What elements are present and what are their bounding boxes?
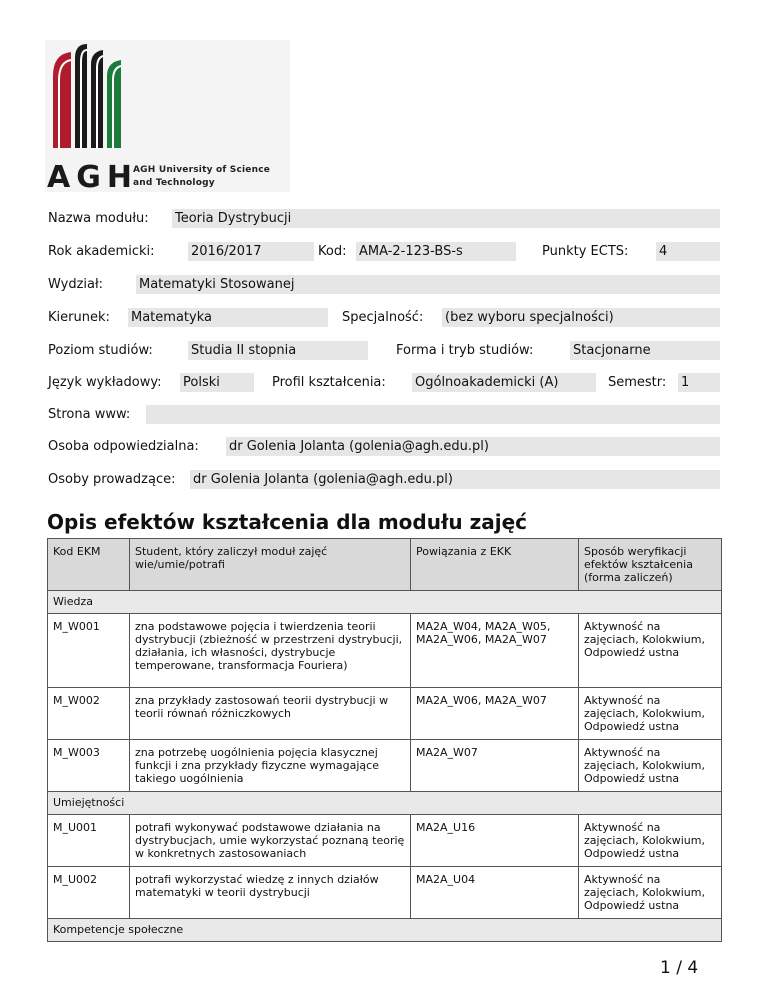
learning-outcomes-table bbox=[47, 538, 722, 942]
module-name-value: Teoria Dystrybucji bbox=[172, 209, 720, 228]
cell-code: M_W001 bbox=[48, 614, 130, 688]
table-group-row bbox=[48, 792, 722, 815]
cell-outcome: potrafi wykonywać podstawowe działania na dystrybucjach, umie wykorzystać poznaną teorię w konkretnych zastosowaniach bbox=[130, 815, 411, 867]
table-row bbox=[48, 688, 722, 740]
header-outcome: Student, który zaliczył moduł zajęć wie/umie/potrafi bbox=[130, 539, 411, 591]
field-of-study-label: Kierunek: bbox=[48, 310, 110, 325]
language-label: Język wykładowy: bbox=[48, 375, 162, 390]
language-value: Polski bbox=[180, 373, 254, 392]
responsible-person-label: Osoba odpowiedzialna: bbox=[48, 439, 199, 454]
table-row bbox=[48, 815, 722, 867]
cell-relations: MA2A_W04, MA2A_W05, MA2A_W06, MA2A_W07 bbox=[411, 614, 579, 688]
university-name-line1: AGH University of Science bbox=[133, 165, 271, 175]
study-mode-value: Stacjonarne bbox=[570, 341, 720, 360]
header-code: Kod EKM bbox=[48, 539, 130, 591]
header-relations: Powiązania z EKK bbox=[411, 539, 579, 591]
module-name-label: Nazwa modułu: bbox=[48, 211, 149, 226]
cell-code: M_W003 bbox=[48, 740, 130, 792]
cell-relations: MA2A_W06, MA2A_W07 bbox=[411, 688, 579, 740]
group-name: Wiedza bbox=[48, 591, 722, 614]
cell-outcome: zna potrzebę uogólnienia pojęcia klasycznej funkcji i zna przykłady fizyczne wymagające takiego uogólnienia bbox=[130, 740, 411, 792]
group-name: Kompetencje społeczne bbox=[48, 919, 722, 942]
faculty-label: Wydział: bbox=[48, 277, 104, 292]
section-title: Opis efektów kształcenia dla modułu zajęć bbox=[47, 510, 528, 534]
cell-verification: Aktywność na zajęciach, Kolokwium, Odpowiedź ustna bbox=[579, 815, 722, 867]
cell-code: M_U001 bbox=[48, 815, 130, 867]
table-group-row bbox=[48, 591, 722, 614]
website-label: Strona www: bbox=[48, 407, 131, 422]
field-of-study-value: Matematyka bbox=[128, 308, 328, 327]
university-name-line2: and Technology bbox=[133, 178, 215, 188]
cell-outcome: zna przykłady zastosowań teorii dystrybucji w teorii równań różniczkowych bbox=[130, 688, 411, 740]
study-level-label: Poziom studiów: bbox=[48, 343, 153, 358]
code-value: AMA-2-123-BS-s bbox=[356, 242, 516, 261]
academic-year-value: 2016/2017 bbox=[188, 242, 314, 261]
table-row bbox=[48, 614, 722, 688]
cell-relations: MA2A_U16 bbox=[411, 815, 579, 867]
profile-value: Ogólnoakademicki (A) bbox=[412, 373, 596, 392]
specialization-value: (bez wyboru specjalności) bbox=[442, 308, 720, 327]
table-group-row bbox=[48, 919, 722, 942]
website-value[interactable] bbox=[146, 405, 720, 424]
group-name: Umiejętności bbox=[48, 792, 722, 815]
responsible-person-value: dr Golenia Jolanta (golenia@agh.edu.pl) bbox=[226, 437, 720, 456]
agh-logo bbox=[45, 40, 290, 192]
semester-label: Semestr: bbox=[608, 375, 667, 390]
header-verification: Sposób weryfikacji efektów kształcenia (forma zaliczeń) bbox=[579, 539, 722, 591]
study-mode-label: Forma i tryb studiów: bbox=[396, 343, 534, 358]
table-row bbox=[48, 740, 722, 792]
code-label: Kod: bbox=[318, 244, 347, 259]
page-number: 1 / 4 bbox=[660, 958, 699, 978]
cell-verification: Aktywność na zajęciach, Kolokwium, Odpowiedź ustna bbox=[579, 740, 722, 792]
profile-label: Profil kształcenia: bbox=[272, 375, 386, 390]
cell-relations: MA2A_U04 bbox=[411, 867, 579, 919]
cell-relations: MA2A_W07 bbox=[411, 740, 579, 792]
semester-value: 1 bbox=[678, 373, 720, 392]
ects-value: 4 bbox=[656, 242, 720, 261]
study-level-value: Studia II stopnia bbox=[188, 341, 368, 360]
cell-outcome: potrafi wykorzystać wiedzę z innych działów matematyki w teorii dystrybucji bbox=[130, 867, 411, 919]
lecturers-label: Osoby prowadzące: bbox=[48, 472, 176, 487]
ects-label: Punkty ECTS: bbox=[542, 244, 629, 259]
table-header-row bbox=[48, 539, 722, 591]
cell-verification: Aktywność na zajęciach, Kolokwium, Odpowiedź ustna bbox=[579, 614, 722, 688]
specialization-label: Specjalność: bbox=[342, 310, 424, 325]
lecturers-value: dr Golenia Jolanta (golenia@agh.edu.pl) bbox=[190, 470, 720, 489]
academic-year-label: Rok akademicki: bbox=[48, 244, 155, 259]
cell-outcome: zna podstawowe pojęcia i twierdzenia teorii dystrybucji (zbieżność w przestrzeni dystrybucji, działania, ich własności, dystrybucje temperowane, transformacja Fouriera) bbox=[130, 614, 411, 688]
logo-letters: AGH bbox=[47, 160, 138, 192]
cell-verification: Aktywność na zajęciach, Kolokwium, Odpowiedź ustna bbox=[579, 688, 722, 740]
faculty-value: Matematyki Stosowanej bbox=[136, 275, 720, 294]
table-row bbox=[48, 867, 722, 919]
cell-code: M_W002 bbox=[48, 688, 130, 740]
cell-verification: Aktywność na zajęciach, Kolokwium, Odpowiedź ustna bbox=[579, 867, 722, 919]
cell-code: M_U002 bbox=[48, 867, 130, 919]
